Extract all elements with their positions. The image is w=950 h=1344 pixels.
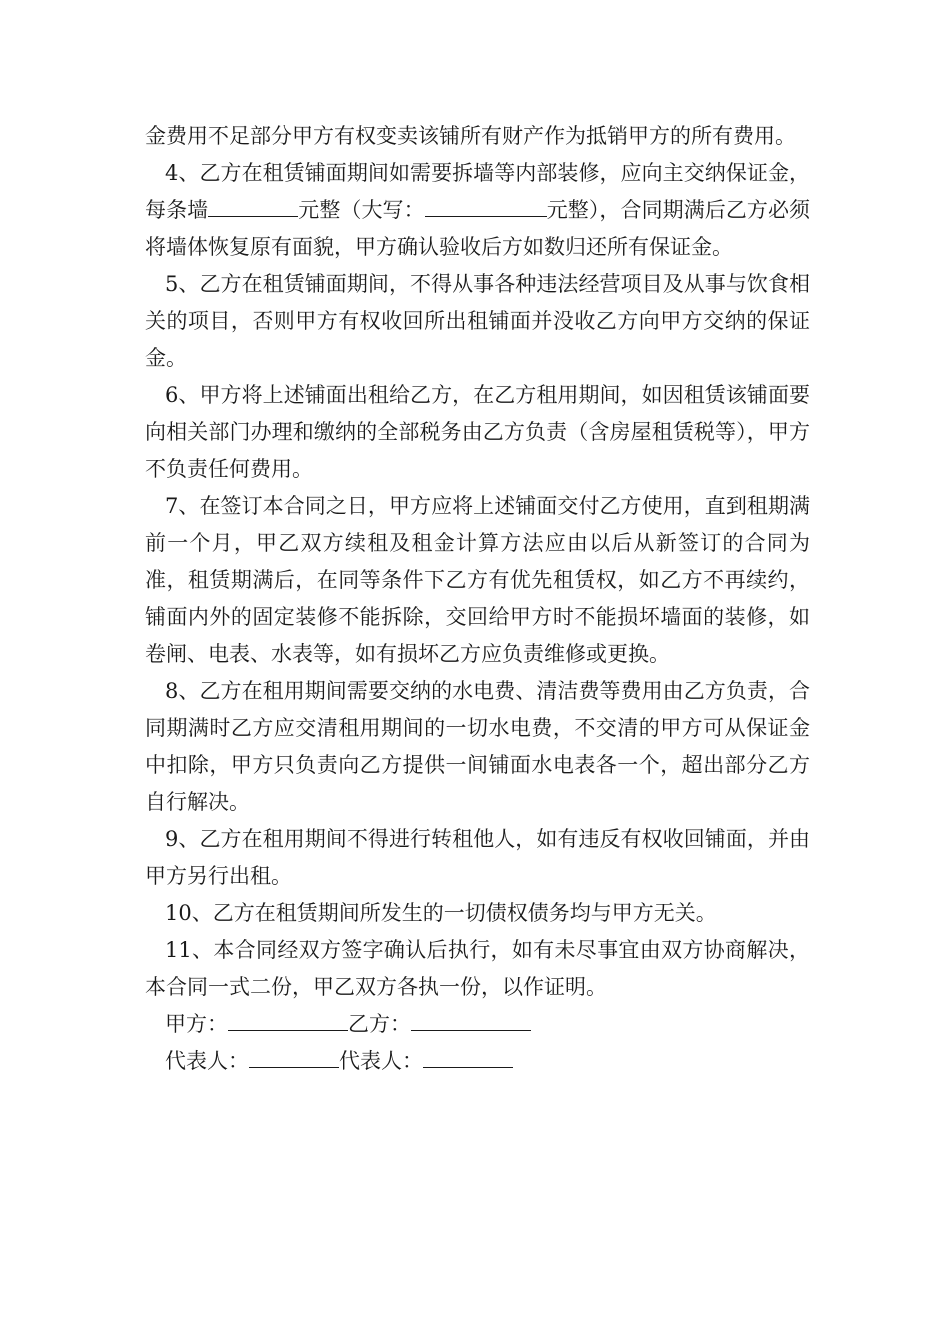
rep-b-signature-blank[interactable] [423, 1043, 513, 1068]
party-a-signature-blank[interactable] [228, 1006, 348, 1031]
party-b-label: 乙方： [348, 1012, 411, 1036]
contract-body [145, 118, 810, 1080]
clause-7: 7、在签订本合同之日，甲方应将上述铺面交付乙方使用，直到租期满前一个月，甲乙双方续租及租金计算方法应由以后从新签订的合同为准，租赁期满后，在同等条件下乙方有优先租赁权，如乙方不再续约，铺面内外的固定装修不能拆除，交回给甲方时不能损坏墙面的装修，如卷闸、电表、水表等，如有损坏乙方应负责维修或更换。 [145, 494, 810, 666]
wall-deposit-uppercase-blank[interactable] [425, 192, 547, 217]
rep-b-label: 代表人： [339, 1049, 423, 1073]
clause-4-text-b: 元整（大写： [298, 198, 425, 222]
clause-4-text-a: 4、乙方在租赁铺面期间如需要拆墙等内部装修，应向主交纳保证金，每条墙 [145, 161, 810, 222]
clause-11: 11、本合同经双方签字确认后执行，如有未尽事宜由双方协商解决，本合同一式二份，甲乙双方各执一份，以作证明。 [145, 938, 810, 999]
wall-deposit-amount-blank[interactable] [208, 192, 298, 217]
party-signature-row [145, 1006, 810, 1043]
party-a-label: 甲方： [165, 1012, 228, 1036]
clause-6: 6、甲方将上述铺面出租给乙方，在乙方租用期间，如因租赁该铺面要向相关部门办理和缴纳的全部税务由乙方负责（含房屋租赁税等），甲方不负责任何费用。 [145, 383, 810, 481]
rep-a-signature-blank[interactable] [249, 1043, 339, 1068]
clause-5: 5、乙方在租赁铺面期间，不得从事各种违法经营项目及从事与饮食相关的项目，否则甲方有权收回所出租铺面并没收乙方向甲方交纳的保证金。 [145, 272, 810, 370]
clause-10: 10、乙方在租赁期间所发生的一切债权债务均与甲方无关。 [165, 901, 717, 925]
rep-a-label: 代表人： [165, 1049, 249, 1073]
party-b-signature-blank[interactable] [411, 1006, 531, 1031]
representative-signature-row [145, 1043, 810, 1080]
clause-4-text-c: 元整），合同期满后乙方必须将墙体恢复原有面貌，甲方确认验收后方如数归还所有保证金。 [145, 198, 811, 259]
clause-9: 9、乙方在租用期间不得进行转租他人，如有违反有权收回铺面，并由甲方另行出租。 [145, 827, 810, 888]
clause-4 [145, 155, 810, 266]
clause-8: 8、乙方在租用期间需要交纳的水电费、清洁费等费用由乙方负责，合同期满时乙方应交清租用期间的一切水电费，不交清的甲方可从保证金中扣除，甲方只负责向乙方提供一间铺面水电表各一个，超出部分乙方自行解决。 [145, 679, 810, 814]
clause-3-continuation: 金费用不足部分甲方有权变卖该铺所有财产作为抵销甲方的所有费用。 [145, 124, 796, 148]
